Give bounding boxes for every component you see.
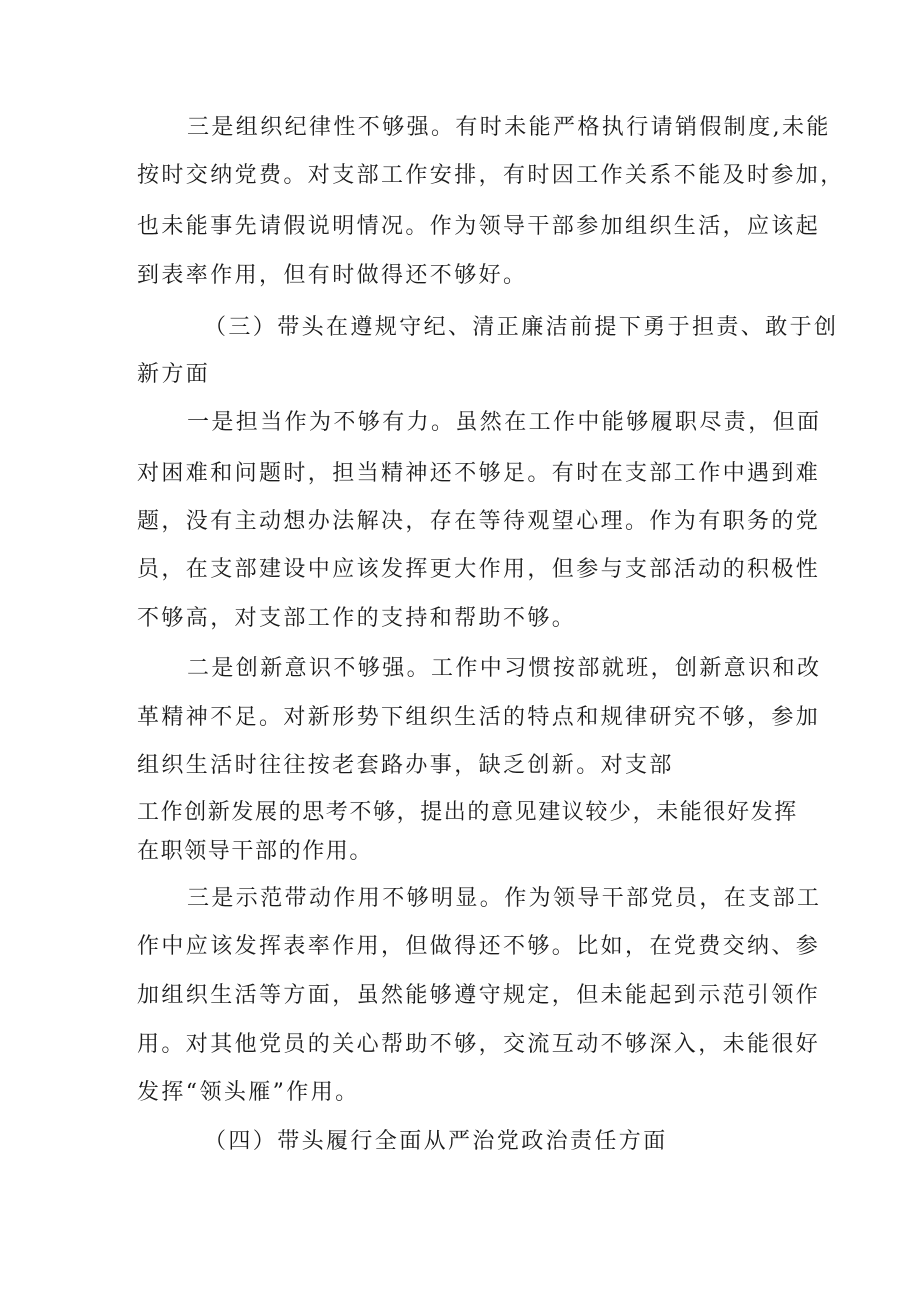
paragraph-line: 题，没有主动想办法解决，存在等待观望心理。作为有职务的党	[137, 509, 821, 534]
paragraph-line: 工作创新发展的思考不够，提出的意见建议较少，未能很好发挥	[137, 800, 798, 825]
paragraph-line: 一是担当作为不够有力。虽然在工作中能够履职尽责，但面	[187, 410, 822, 435]
paragraph-line: 也未能事先请假说明情况。作为领导干部参加组织生活，应该起	[137, 214, 821, 239]
paragraph-line: 三是组织纪律性不够强。有时未能严格执行请销假制度,未能	[187, 115, 831, 140]
paragraph-line: 用。对其他党员的关心帮助不够，交流互动不够深入，未能很好	[137, 1032, 821, 1057]
paragraph-line: 对困难和问题时，担当精神还不够足。有时在支部工作中遇到难	[137, 461, 821, 486]
paragraph-line: 员，在支部建设中应该发挥更大作用，但参与支部活动的积极性	[137, 557, 821, 582]
section-heading: （四）带头履行全面从严治党政治责任方面	[204, 1129, 668, 1154]
section-heading: （三）带头在遵规守纪、清正廉洁前提下勇于担责、敢于创	[204, 315, 839, 340]
paragraph-line: 不够高，对支部工作的支持和帮助不够。	[137, 606, 577, 631]
paragraph-line: 二是创新意识不够强。工作中习惯按部就班，创新意识和改	[187, 656, 822, 681]
paragraph-line: 三是示范带动作用不够明显。作为领导干部党员，在支部工	[187, 886, 822, 911]
paragraph-line: 在职领导干部的作用。	[137, 839, 374, 864]
paragraph-line: 革精神不足。对新形势下组织生活的特点和规律研究不够，参加	[137, 705, 821, 730]
paragraph-line: 组织生活时往往按老套路办事，缺乏创新。对支部	[137, 753, 674, 778]
paragraph-line: 作中应该发挥表率作用，但做得还不够。比如，在党费交纳、参	[137, 934, 821, 959]
paragraph-line: 加组织生活等方面，虽然能够遵守规定，但未能起到示范引领作	[137, 983, 821, 1008]
paragraph-line: 按时交纳党费。对支部工作安排，有时因工作关系不能及时参加，	[137, 163, 845, 188]
paragraph-line: 到表率作用，但有时做得还不够好。	[137, 263, 528, 288]
paragraph-line: 发挥“领头雁”作用。	[137, 1080, 360, 1105]
section-heading-continued: 新方面	[137, 362, 211, 387]
